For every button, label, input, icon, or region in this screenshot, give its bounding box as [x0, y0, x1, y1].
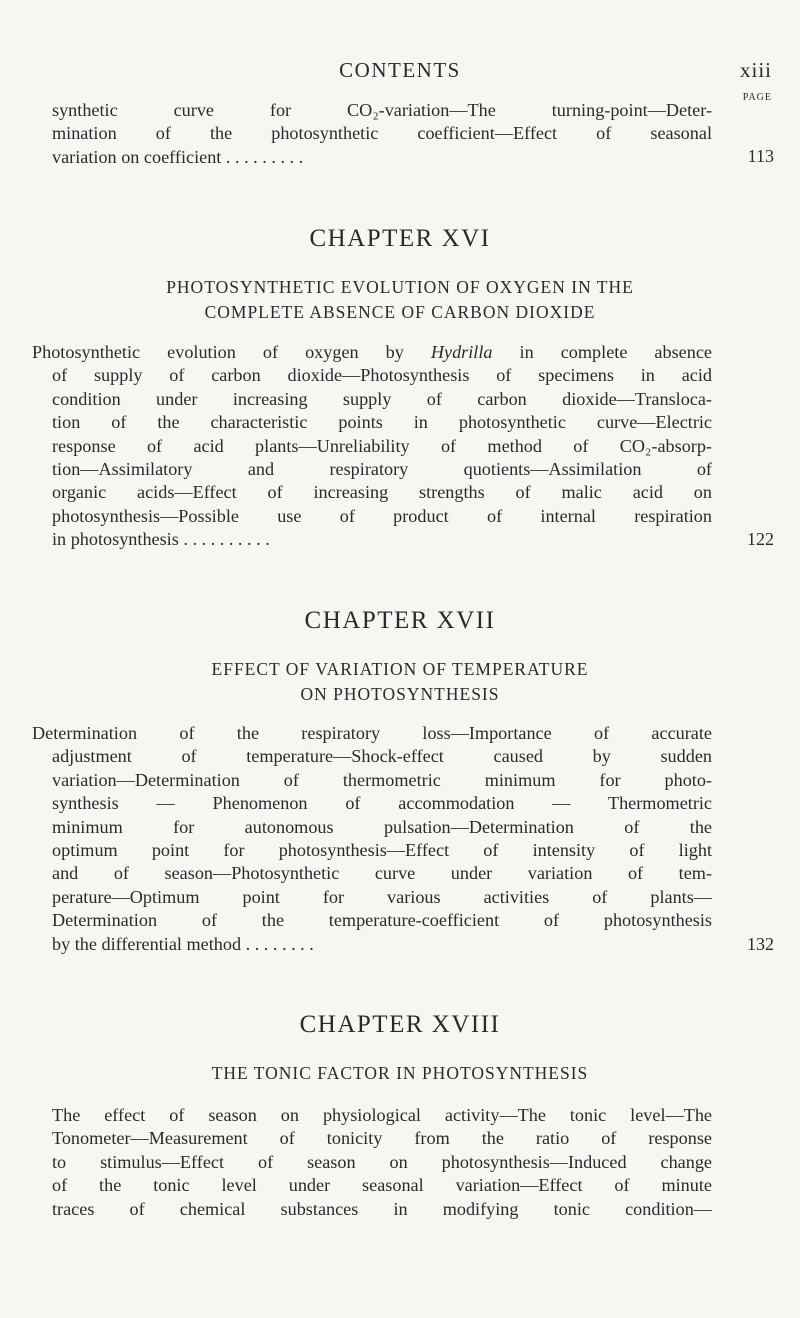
- entry-line: mination of the photosynthetic coefficient—Effect of seasonal: [52, 123, 712, 144]
- summary-line: optimum point for photosynthesis—Effect of intensity of light: [52, 840, 712, 861]
- entry-page-number: 122: [747, 529, 774, 549]
- entry-line: synthetic curve for CO₂-variation—The turning-point—Deter-: [52, 100, 712, 120]
- chapter-title-line: PHOTOSYNTHETIC EVOLUTION OF OXYGEN IN THE: [166, 277, 634, 297]
- summary-line: of the tonic level under seasonal variation—Effect of minute: [52, 1175, 712, 1196]
- chapter-title-line: THE TONIC FACTOR IN PHOTOSYNTHESIS: [211, 1063, 589, 1083]
- intro-entry: [52, 99, 712, 169]
- chapter-summary: [32, 341, 712, 552]
- entry-page-number: 132: [747, 934, 774, 954]
- chapter-title: [0, 657, 800, 707]
- summary-line: synthesis — Phenomenon of accommodation — Thermometric: [52, 793, 712, 814]
- summary-line: The effect of season on physiological activity—The tonic level—The: [52, 1105, 712, 1125]
- chapter-heading: CHAPTER XVII: [304, 607, 496, 634]
- summary-line: perature—Optimum point for various activities of plants—: [52, 886, 712, 907]
- summary-line: tion of the characteristic points in photosynthetic curve—Electric: [52, 412, 712, 433]
- chapter-summary: [52, 1104, 712, 1221]
- summary-line: variation—Determination of thermometric minimum for photo-: [52, 769, 712, 790]
- entry-page-number: 113: [747, 146, 774, 166]
- running-head: [0, 58, 800, 88]
- running-head-page-number: xiii: [739, 58, 772, 82]
- running-head-title: CONTENTS: [339, 58, 461, 82]
- summary-line: minimum for autonomous pulsation—Determination of the: [52, 816, 712, 837]
- summary-line: organic acids—Effect of increasing strengths of malic acid on: [52, 482, 712, 503]
- summary-line: Photosynthetic evolution of oxygen by Hydrilla in complete absence: [32, 342, 712, 362]
- chapter-title-line: COMPLETE ABSENCE OF CARBON DIOXIDE: [204, 302, 596, 322]
- summary-line: and of season—Photosynthetic curve under variation of tem-: [52, 863, 712, 884]
- summary-line: Tonometer—Measurement of tonicity from the ratio of response: [52, 1128, 712, 1149]
- chapter-summary: [32, 722, 712, 956]
- summary-line: Determination of the respiratory loss—Importance of accurate: [32, 723, 712, 743]
- chapter-title-line: EFFECT OF VARIATION OF TEMPERATURE: [211, 659, 589, 679]
- summary-line: of supply of carbon dioxide—Photosynthesis of specimens in acid: [52, 365, 712, 386]
- page-column-label: PAGE: [742, 92, 772, 103]
- summary-line: to stimulus—Effect of season on photosynthesis—Induced change: [52, 1151, 712, 1172]
- chapter-title: [0, 1061, 800, 1086]
- summary-line: by the differential method . . . . . . . .: [52, 933, 314, 954]
- summary-line: condition under increasing supply of carbon dioxide—Transloca-: [52, 388, 712, 409]
- summary-line: Determination of the temperature-coefficient of photosynthesis: [52, 910, 712, 931]
- summary-line: traces of chemical substances in modifying tonic condition—: [52, 1198, 712, 1219]
- summary-line: response of acid plants—Unreliability of method of CO₂-absorp-: [52, 435, 712, 456]
- chapter-title: [0, 275, 800, 325]
- entry-line: variation on coefficient . . . . . . . . .: [52, 146, 304, 167]
- summary-line: adjustment of temperature—Shock-effect caused by sudden: [52, 746, 712, 767]
- summary-line: tion—Assimilatory and respiratory quotients—Assimilation of: [52, 459, 712, 480]
- chapter-title-line: ON PHOTOSYNTHESIS: [300, 684, 500, 704]
- chapter-heading: CHAPTER XVI: [309, 225, 491, 252]
- chapter-heading: CHAPTER XVIII: [299, 1011, 501, 1038]
- summary-line: in photosynthesis . . . . . . . . . .: [52, 529, 270, 550]
- summary-line: photosynthesis—Possible use of product of internal respiration: [52, 505, 712, 526]
